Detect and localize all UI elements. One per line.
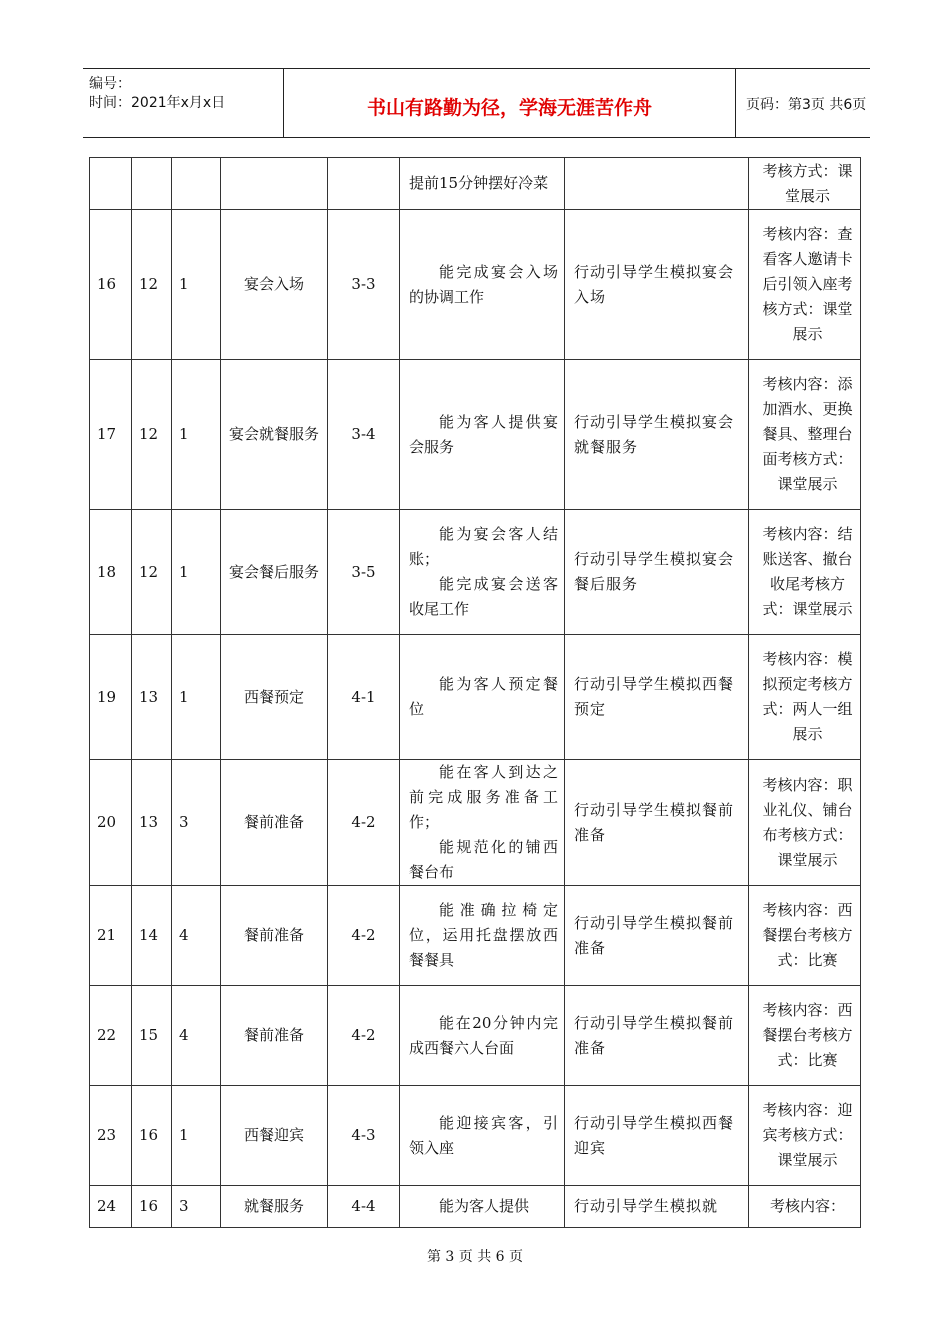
goal-cell [400, 1086, 565, 1186]
code-cell: 4-2 [328, 760, 400, 886]
activity-cell: 行动引导学生模拟餐前准备 [565, 886, 749, 986]
code-cell: 3-4 [328, 360, 400, 510]
goal-paragraph: 能为客人提供 [439, 1197, 530, 1215]
goal-cell [400, 1186, 565, 1228]
time-label: 时间：2021年x月x日 [89, 95, 226, 111]
activity-cell: 行动引导学生模拟就 [565, 1186, 749, 1228]
header-motto-cell [283, 69, 736, 137]
row-number: 19 [90, 635, 132, 760]
goal-paragraph: 能准确拉椅定位，运用托盘摆放西餐餐具 [409, 901, 558, 969]
goal-cell [400, 635, 565, 760]
goal-paragraph: 能在客人到达之前完成服务准备工作； [409, 763, 558, 831]
row-number: 23 [90, 1086, 132, 1186]
goal-paragraph: 能在20分钟内完成西餐六人台面 [409, 1013, 558, 1057]
code-cell: 4-2 [328, 986, 400, 1086]
number-label: 编号： [89, 76, 131, 92]
task-cell: 宴会就餐服务 [221, 360, 328, 510]
activity-cell: 行动引导学生模拟宴会餐后服务 [565, 510, 749, 635]
task-cell: 餐前准备 [221, 760, 328, 886]
activity-cell: 行动引导学生模拟西餐迎宾 [565, 1086, 749, 1186]
row-number: 16 [90, 210, 132, 360]
assessment-cell: 考核内容：西餐摆台考核方式：比赛 [749, 986, 861, 1086]
code-cell: 4-3 [328, 1086, 400, 1186]
hours-cell: 1 [172, 635, 221, 760]
assessment-cell: 考核方式：课堂展示 [749, 158, 861, 210]
code-cell: 4-1 [328, 635, 400, 760]
week-cell: 12 [132, 210, 172, 360]
hours-cell: 3 [172, 760, 221, 886]
assessment-cell: 考核内容：结账送客、撤台收尾考核方式：课堂展示 [749, 510, 861, 635]
goal-paragraph: 提前15分钟摆好冷菜 [409, 174, 549, 192]
week-cell: 12 [132, 360, 172, 510]
week-cell: 13 [132, 760, 172, 886]
goal-paragraph: 能完成宴会送客收尾工作 [409, 575, 558, 618]
hours-cell: 1 [172, 510, 221, 635]
header-meta [83, 69, 283, 137]
week-cell: 12 [132, 510, 172, 635]
code-cell: 3-3 [328, 210, 400, 360]
hours-cell: 4 [172, 986, 221, 1086]
row-number: 17 [90, 360, 132, 510]
row-number: 22 [90, 986, 132, 1086]
table-row [90, 510, 861, 635]
task-cell: 餐前准备 [221, 886, 328, 986]
week-cell: 14 [132, 886, 172, 986]
page-header [83, 68, 870, 138]
table-row [90, 635, 861, 760]
table-row [90, 210, 861, 360]
goal-paragraph: 能迎接宾客，引领入座 [409, 1113, 558, 1157]
goal-cell [400, 510, 565, 635]
goal-cell [400, 210, 565, 360]
table-row [90, 158, 861, 210]
task-cell: 西餐迎宾 [221, 1086, 328, 1186]
hours-cell: 4 [172, 886, 221, 986]
row-number [90, 158, 132, 210]
page-footer: 第 3 页 共 6 页 [426, 1249, 524, 1265]
table-row [90, 760, 861, 886]
assessment-cell: 考核内容：模拟预定考核方式：两人一组展示 [749, 635, 861, 760]
table-row [90, 886, 861, 986]
week-cell: 13 [132, 635, 172, 760]
task-cell: 餐前准备 [221, 986, 328, 1086]
assessment-cell: 考核内容：西餐摆台考核方式：比赛 [749, 886, 861, 986]
goal-paragraph: 能为宴会客人结账； [409, 525, 558, 568]
goal-paragraph: 能规范化的铺西餐台布 [409, 838, 558, 881]
row-number: 18 [90, 510, 132, 635]
code-cell: 3-5 [328, 510, 400, 635]
task-cell: 宴会餐后服务 [221, 510, 328, 635]
goal-cell [400, 760, 565, 886]
activity-cell: 行动引导学生模拟餐前准备 [565, 760, 749, 886]
schedule-table [89, 157, 861, 1228]
task-cell: 就餐服务 [221, 1186, 328, 1228]
table-row [90, 360, 861, 510]
week-cell [132, 158, 172, 210]
row-number: 20 [90, 760, 132, 886]
code-cell [328, 158, 400, 210]
row-number: 21 [90, 886, 132, 986]
task-cell: 西餐预定 [221, 635, 328, 760]
assessment-cell: 考核内容：查看客人邀请卡后引领入座考核方式：课堂展示 [749, 210, 861, 360]
assessment-cell: 考核内容：职业礼仪、铺台布考核方式：课堂展示 [749, 760, 861, 886]
activity-cell: 行动引导学生模拟西餐预定 [565, 635, 749, 760]
assessment-cell: 考核内容： [749, 1186, 861, 1228]
goal-cell [400, 360, 565, 510]
week-cell: 16 [132, 1186, 172, 1228]
hours-cell: 1 [172, 1086, 221, 1186]
table-row [90, 1186, 861, 1228]
goal-cell [400, 158, 565, 210]
assessment-cell: 考核内容：迎宾考核方式：课堂展示 [749, 1086, 861, 1186]
table-row [90, 986, 861, 1086]
hours-cell [172, 158, 221, 210]
hours-cell: 3 [172, 1186, 221, 1228]
table-row [90, 1086, 861, 1186]
week-cell: 15 [132, 986, 172, 1086]
page-info: 页码：第3页 共6页 [746, 97, 867, 113]
hours-cell: 1 [172, 210, 221, 360]
week-cell: 16 [132, 1086, 172, 1186]
motto-text: 书山有路勤为径，学海无涯苦作舟 [366, 97, 652, 119]
task-cell: 宴会入场 [221, 210, 328, 360]
activity-cell: 行动引导学生模拟宴会入场 [565, 210, 749, 360]
row-number: 24 [90, 1186, 132, 1228]
goal-paragraph: 能完成宴会入场的协调工作 [409, 262, 558, 306]
code-cell: 4-2 [328, 886, 400, 986]
activity-cell: 行动引导学生模拟餐前准备 [565, 986, 749, 1086]
goal-cell [400, 886, 565, 986]
assessment-cell: 考核内容：添加酒水、更换餐具、整理台面考核方式：课堂展示 [749, 360, 861, 510]
header-page-cell [736, 69, 870, 137]
goal-cell [400, 986, 565, 1086]
hours-cell: 1 [172, 360, 221, 510]
activity-cell [565, 158, 749, 210]
goal-paragraph: 能为客人提供宴会服务 [409, 412, 558, 456]
goal-paragraph: 能为客人预定餐位 [409, 675, 558, 718]
activity-cell: 行动引导学生模拟宴会就餐服务 [565, 360, 749, 510]
task-cell [221, 158, 328, 210]
code-cell: 4-4 [328, 1186, 400, 1228]
